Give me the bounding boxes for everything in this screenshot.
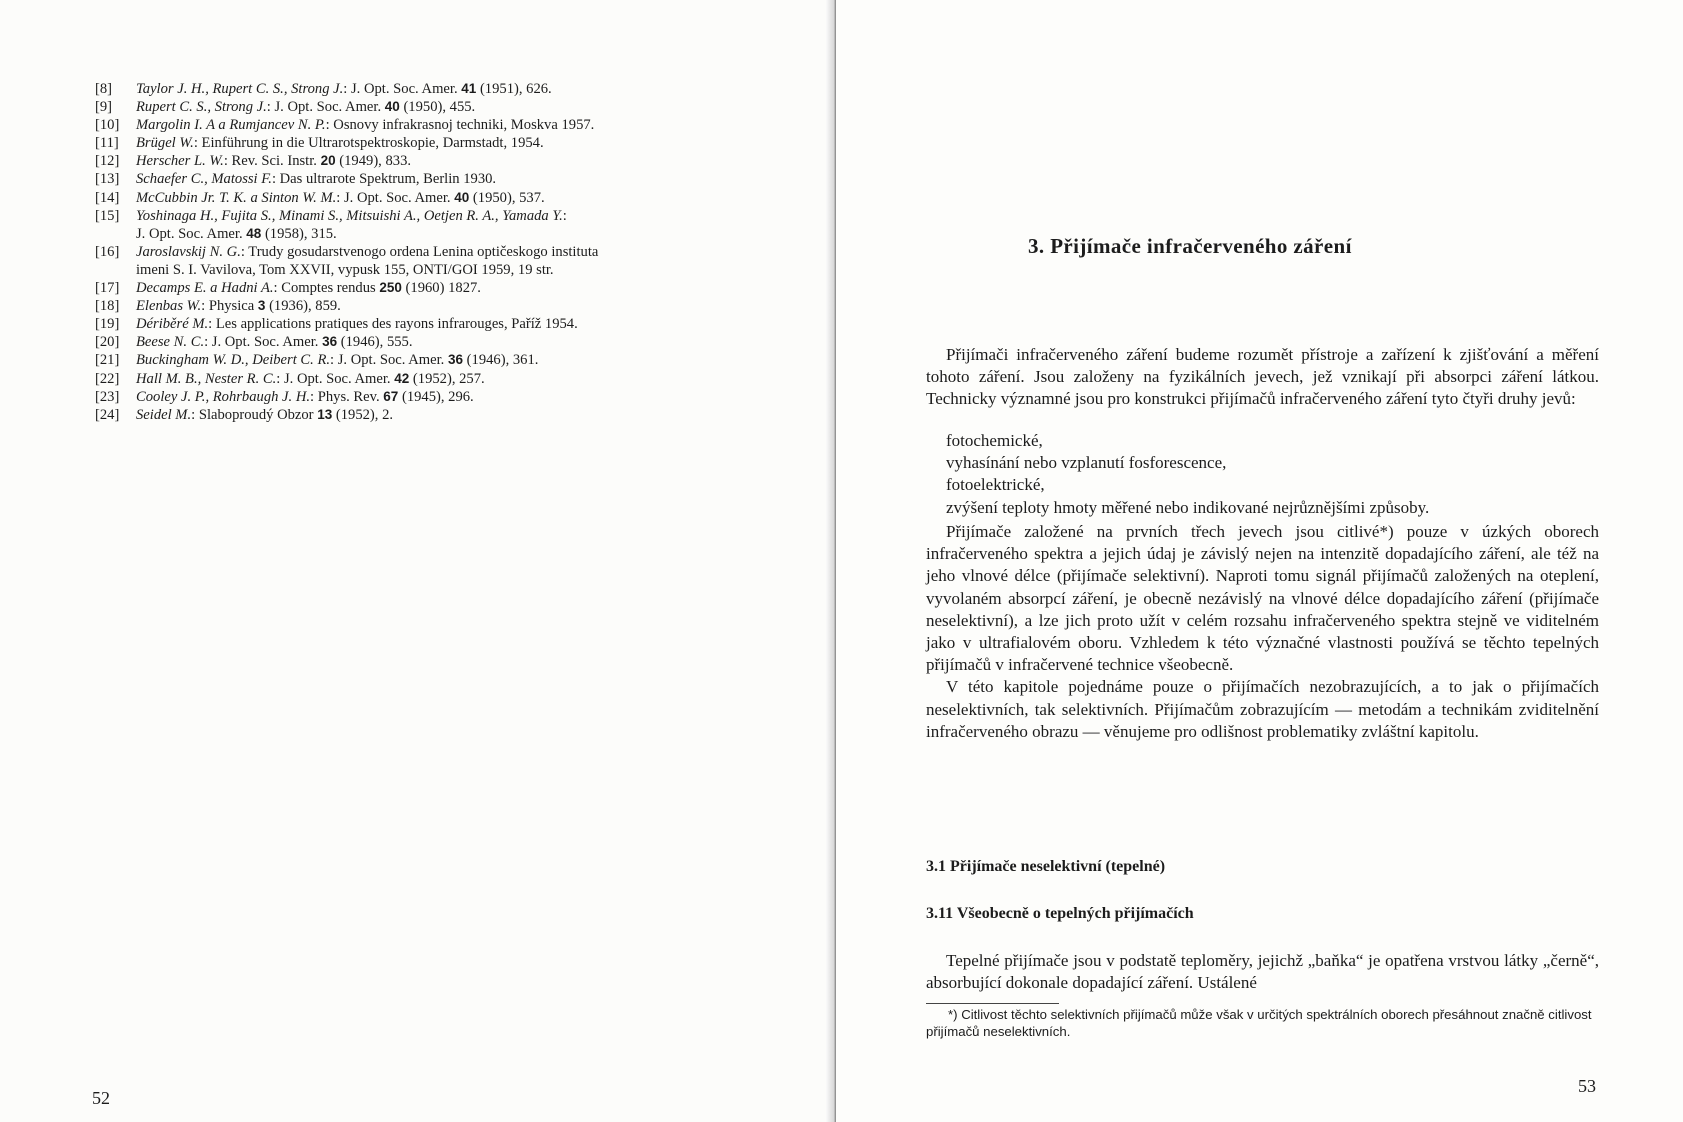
reference-text: : J. Opt. Soc. Amer.: [343, 81, 462, 97]
reference-text: : Comptes rendus: [273, 280, 380, 297]
reference-authors: Hall M. B., Nester R. C.: [136, 370, 277, 387]
paragraph-3: V této kapitole pojednáme pouze o přijímačích nezobrazujících, a to jak o přijímačích neselektivních, tak selektivních. Přijímačům zobrazujícím — metodám a technikám zviditelnění infračerveného obrazu — věnujeme pro odlišnost problematiky zvláštní kapitolu.: [926, 677, 1599, 741]
reference-text: : J. Opt. Soc. Amer.: [330, 352, 448, 369]
reference-authors: McCubbin Jr. T. K. a Sinton W. M.: [136, 189, 337, 206]
reference-authors: Beese N. C.: [136, 334, 205, 351]
reference-item: [95, 98, 783, 116]
paragraph-4: Tepelné přijímače jsou v podstatě teploměry, jejichž „baňka“ je opatřena vrstvou látky „černě“, absorbující dokonale dopadající záření. Ustálené: [926, 951, 1599, 993]
reference-item: [95, 207, 783, 243]
section-heading: 3.1 Přijímače neselektivní (tepelné): [926, 858, 1166, 875]
reference-text: : Einführung in die Ultrarotspektroskopie, Darmstadt, 1954.: [193, 135, 544, 152]
footnote-text: *) Citlivost těchto selektivních přijímačů může však v určitých spektrálních oborech přesáhnout značně citlivost přijímačů neselektivních.: [926, 1007, 1592, 1039]
reference-item: [95, 243, 783, 279]
reference-text: (1950), 537.: [469, 189, 545, 206]
chapter-title: 3. Přijímače infračerveného záření: [1028, 234, 1352, 258]
reference-item: [95, 315, 783, 333]
reference-authors: Jaroslavskij N. G.: [136, 243, 241, 260]
reference-line: [136, 170, 783, 188]
reference-text: : Trudy gosudarstvenogo ordena Lenina optičeskogo instituta: [240, 243, 599, 260]
page-number-left: 52: [92, 1088, 110, 1108]
reference-line: [136, 406, 783, 424]
reference-line: [136, 261, 783, 279]
reference-text: (1945), 296.: [398, 388, 474, 405]
reference-volume: 40: [384, 99, 400, 115]
reference-text: J. Opt. Soc. Amer.: [136, 225, 247, 242]
reference-number: [9]: [95, 99, 113, 116]
reference-text: (1952), 257.: [409, 370, 485, 387]
reference-item: [95, 134, 783, 152]
reference-item: [95, 116, 783, 134]
reference-text: : J. Opt. Soc. Amer.: [266, 99, 385, 116]
reference-authors: Yoshinaga H., Fujita S., Minami S., Mitsuishi A., Oetjen R. A., Yamada Y.: [136, 207, 563, 224]
reference-line: [136, 207, 783, 225]
reference-text: (1949), 833.: [335, 153, 412, 170]
reference-authors: Buckingham W. D., Deibert C. R.: [136, 352, 331, 369]
reference-text: : Phys. Rev.: [310, 388, 384, 405]
reference-item: [95, 351, 783, 369]
reference-number: [23]: [95, 388, 120, 405]
reference-line: [136, 98, 783, 116]
reference-number: [18]: [95, 298, 120, 315]
reference-authors: Taylor J. H., Rupert C. S., Strong J.: [136, 81, 344, 97]
reference-line: [136, 189, 783, 207]
subsection-heading: 3.11 Všeobecně o tepelných přijímačích: [926, 905, 1194, 922]
reference-text: : Rev. Sci. Instr.: [223, 153, 321, 170]
reference-authors: Decamps E. a Hadni A.: [136, 280, 274, 297]
intro-paragraph: [926, 344, 1599, 411]
reference-authors: Herscher L. W.: [136, 153, 224, 170]
reference-text: : Les applications pratiques des rayons infrarouges, Paříž 1954.: [208, 316, 578, 333]
reference-number: [22]: [95, 370, 120, 387]
reference-volume: 42: [394, 370, 410, 386]
reference-text: imeni S. I. Vavilova, Tom XXVII, vypusk 155, ONTI/GOI 1959, 19 str.: [136, 261, 554, 278]
reference-text: (1960) 1827.: [401, 280, 481, 297]
reference-text: : J. Opt. Soc. Amer.: [204, 334, 323, 351]
reference-number: [21]: [95, 352, 120, 369]
reference-list: [95, 80, 783, 424]
reference-volume: 40: [454, 189, 470, 205]
reference-text: : Physica: [201, 298, 258, 315]
body-paragraphs: [926, 521, 1599, 743]
phenomenon-item: vyhasínání nebo vzplanutí fosforescence,: [946, 453, 1227, 473]
reference-item: [95, 370, 783, 388]
reference-item: [95, 333, 783, 351]
reference-volume: 3: [257, 298, 266, 314]
reference-number: [24]: [95, 406, 120, 423]
reference-line: [136, 116, 783, 134]
reference-line: [136, 225, 783, 243]
reference-number: [13]: [95, 171, 120, 188]
reference-number: [15]: [95, 207, 120, 224]
reference-authors: Margolin I. A a Rumjancev N. P.: [136, 117, 326, 134]
reference-authors: Dériběré M.: [136, 316, 209, 333]
reference-item: [95, 406, 783, 424]
reference-text: : Das ultrarote Spektrum, Berlin 1930.: [271, 171, 497, 188]
reference-volume: 67: [383, 388, 399, 404]
page-number-right: 53: [1578, 1076, 1596, 1096]
footnote-rule: [926, 1003, 1059, 1004]
reference-line: [136, 279, 783, 297]
reference-text: :: [562, 207, 567, 224]
reference-number: [10]: [95, 117, 120, 134]
reference-number: [8]: [95, 81, 113, 97]
reference-line: [136, 388, 783, 406]
reference-text: (1936), 859.: [265, 298, 341, 315]
paragraph-2: Přijímače založené na prvních třech jevech jsou citlivé*) pouze v úzkých oborech infračerveného spektra a jejich údaj je závislý nejen na intenzitě dopadajícího záření, ale též na jeho vlnové délce (přijímače selektivní). Naproti tomu signál přijímačů založených na oteplení, vyvolaném absorpcí záření, je obecně nezávislý na vlnové délce dopadajícího záření (přijímače neselektivní), a lze jich proto užít v celém rozsahu infračerveného spektra stejně ve viditelném jako v ultrafialovém oboru. Vzhledem k této význačné vlastnosti používá se těchto tepelných přijímačů v infračervené technice všeobecně.: [926, 522, 1599, 675]
phenomenon-item: fotochemické,: [946, 431, 1043, 450]
reference-volume: 41: [461, 81, 477, 96]
left-page: [0, 0, 836, 1122]
reference-volume: 20: [320, 153, 336, 169]
reference-number: [14]: [95, 189, 120, 206]
reference-authors: Brügel W.: [136, 135, 194, 152]
reference-number: [20]: [95, 334, 120, 351]
reference-authors: Cooley J. P., Rohrbaugh J. H.: [136, 388, 311, 405]
footnote: [926, 1006, 1599, 1040]
reference-line: [136, 351, 783, 369]
reference-volume: 250: [379, 280, 402, 296]
reference-line: [136, 243, 783, 261]
reference-volume: 48: [246, 225, 262, 241]
reference-line: [136, 315, 783, 333]
reference-volume: 36: [322, 334, 338, 350]
reference-number: [19]: [95, 316, 120, 333]
reference-line: [136, 333, 783, 351]
reference-line: [136, 134, 783, 152]
reference-authors: Schaefer C., Matossi F.: [136, 171, 272, 188]
reference-number: [11]: [95, 135, 119, 152]
reference-authors: Seidel M.: [136, 406, 192, 423]
reference-text: (1952), 2.: [332, 406, 394, 423]
reference-item: [95, 279, 783, 297]
reference-volume: 36: [447, 352, 464, 368]
reference-text: : Osnovy infrakrasnoj techniki, Moskva 1957.: [325, 117, 595, 134]
reference-item: [95, 80, 783, 98]
reference-line: [136, 297, 783, 315]
reference-item: [95, 297, 783, 315]
reference-line: [136, 80, 783, 98]
reference-line: [136, 152, 783, 170]
reference-text: : J. Opt. Soc. Amer.: [336, 189, 455, 206]
reference-number: [16]: [95, 243, 120, 260]
reference-text: (1946), 361.: [463, 352, 539, 369]
reference-authors: Rupert C. S., Strong J.: [136, 99, 267, 116]
reference-text: (1946), 555.: [337, 334, 413, 351]
reference-volume: 13: [317, 406, 333, 422]
reference-line: [136, 370, 783, 388]
reference-item: [95, 170, 783, 188]
reference-text: : Slaboproudý Obzor: [191, 406, 318, 423]
reference-text: (1950), 455.: [399, 99, 476, 116]
intro-paragraph-text: Přijímači infračerveného záření budeme rozumět přístroje a zařízení k zjišťování a měření tohoto záření. Jsou založeny na fyzikálních jevech, jež vznikají při absorpci záření látkou. Technicky významné jsou pro konstrukci přijímačů infračerveného záření tyto čtyři druhy jevů:: [926, 345, 1599, 409]
reference-authors: Elenbas W.: [136, 298, 202, 315]
phenomenon-item: fotoelektrické,: [946, 475, 1045, 495]
reference-number: [12]: [95, 153, 120, 170]
phenomena-list: [946, 430, 1429, 519]
reference-item: [95, 152, 783, 170]
reference-text: : J. Opt. Soc. Amer.: [276, 370, 395, 387]
phenomenon-item: zvýšení teploty hmoty měřené nebo indikované nejrůznějšími způsoby.: [946, 497, 1430, 517]
reference-item: [95, 388, 783, 406]
reference-text: (1958), 315.: [261, 225, 337, 242]
reference-text: (1951), 626.: [476, 81, 552, 97]
reference-number: [17]: [95, 280, 120, 297]
reference-item: [95, 189, 783, 207]
paragraph-4-block: [926, 950, 1599, 994]
